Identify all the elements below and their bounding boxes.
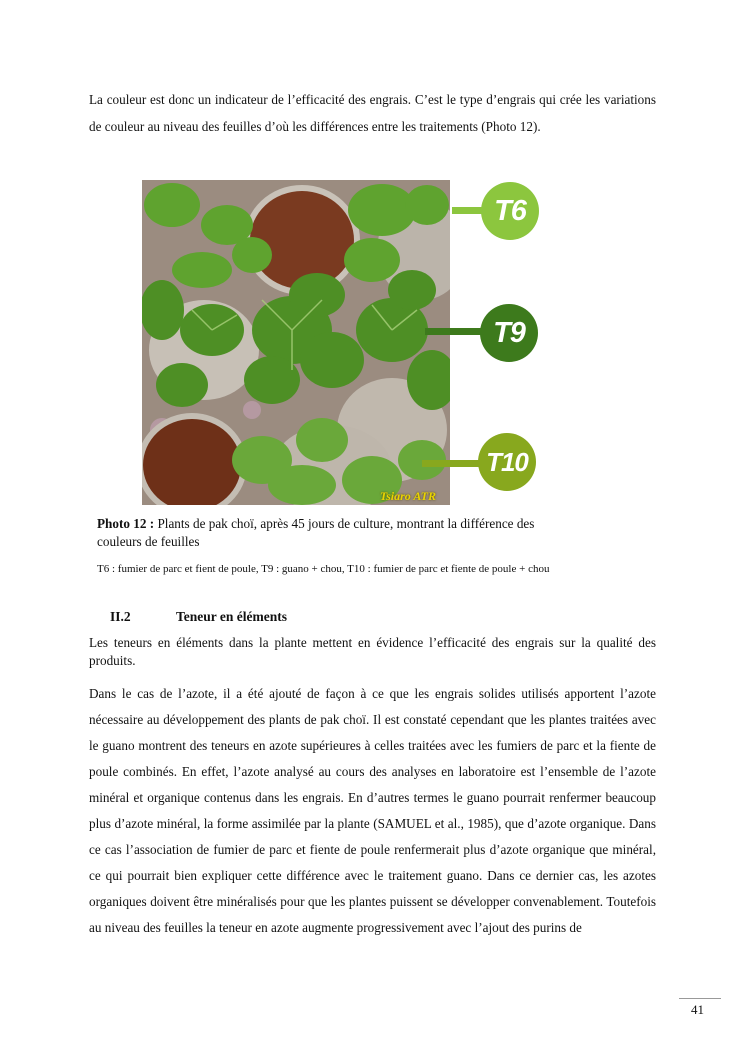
photo-caption <box>97 515 577 551</box>
section-heading <box>110 609 287 625</box>
treatment-label-t9: T9 <box>480 304 538 362</box>
pak-choi-photo <box>142 180 450 505</box>
azote-paragraph: Dans le cas de l’azote, il a été ajouté de façon à ce que les engrais solides utilisés apportent l’azote nécessaire au développement des plants de pak choï. Il est constaté cependant que les plantes traitées avec le guano montrent des teneurs en azote supérieures à celles traitées avec les fumiers de parc et la fiente de poule combinés. En effet, l’azote analysé au cours des analyses en laboratoire est l’ensemble de l’azote minéral et organique contenus dans les engrais. En d’autres termes le guano pourrait renfermer beaucoup plus d’azote minéral, la forme assimilée par la plante (SAMUEL et al., 1985), que d’azote organique. Dans ce cas l’association de fumier de parc et fiente de poule renfermerait plus d’azote organique que minéral, ce qui pourrait bien expliquer cette différence avec le traitement guano. Dans ce dernier cas, les azotes organiques doivent être minéralisés pour que les plantes puissent se développer convenablement. Toutefois au niveau des feuilles la teneur en azote augmente progressivement avec l’ajout des purins de <box>89 686 656 935</box>
treatment-label-t10: T10 <box>478 433 536 491</box>
page-number: 41 <box>691 1002 704 1017</box>
intro-paragraph: La couleur est donc un indicateur de l’efficacité des engrais. C’est le type d’engrais qui crée les variations de couleur au niveau des feuilles d’où les différences entre les traitements (Photo 12). <box>89 92 656 134</box>
caption-text: Plants de pak choï, après 45 jours de culture, montrant la différence des couleurs de feuilles <box>97 516 535 549</box>
photo-watermark: Tsiaro ATR <box>379 489 436 503</box>
teneurs-paragraph: Les teneurs en éléments dans la plante mettent en évidence l’efficacité des engrais sur la qualité des produits. <box>89 635 656 668</box>
caption-label: Photo 12 : <box>97 516 155 531</box>
section-number: II.2 <box>110 609 131 624</box>
t10-connector <box>422 460 482 467</box>
treatment-label-t6: T6 <box>481 182 539 240</box>
footer-rule <box>679 998 721 999</box>
section-title: Teneur en éléments <box>176 609 287 624</box>
caption-note: T6 : fumier de parc et fient de poule, T9 : guano + chou, T10 : fumier de parc et fiente de poule + chou <box>97 563 550 575</box>
t9-connector <box>425 328 485 335</box>
